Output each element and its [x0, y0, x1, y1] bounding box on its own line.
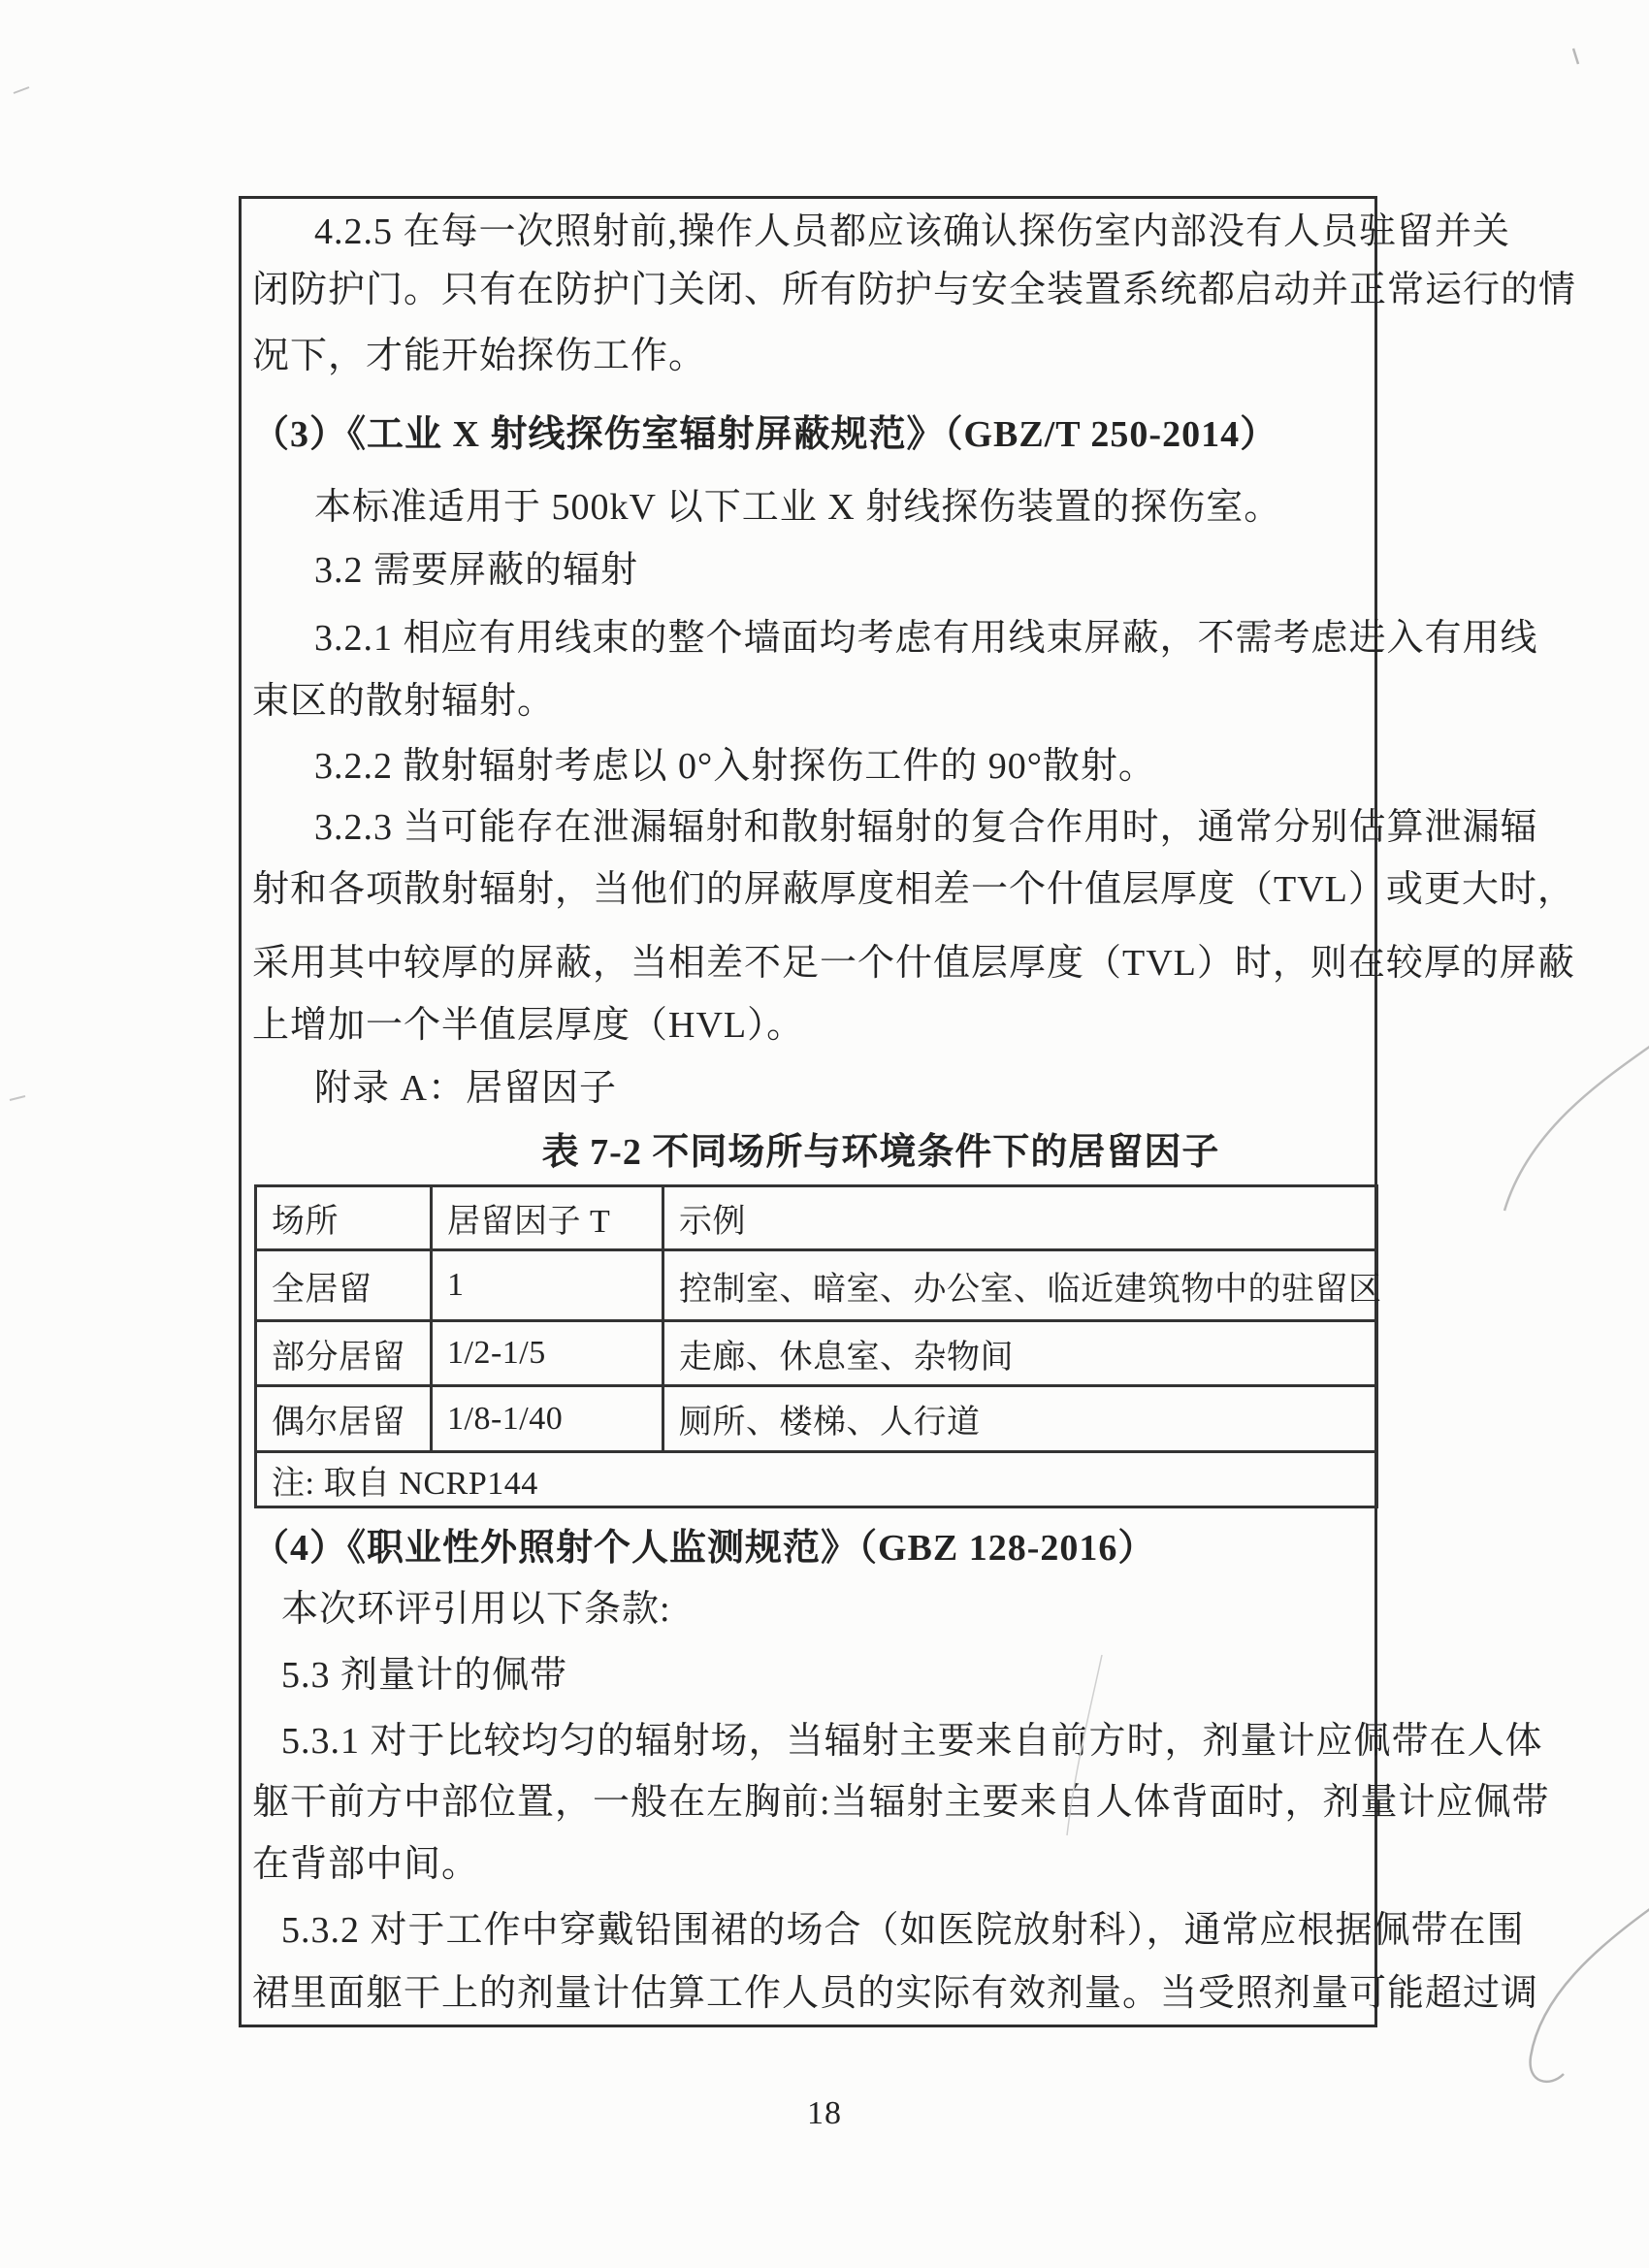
paragraph-line-continuation: 射和各项散射辐射，当他们的屏蔽厚度相差一个什值层厚度（TVL）或更大时，	[252, 869, 1575, 910]
table-note-row	[256, 1452, 1377, 1507]
table-cell: 部分居留	[256, 1321, 432, 1386]
scan-speck-top-right	[1573, 49, 1578, 64]
paragraph-line-continuation: 躯干前方中部位置，一般在左胸前:当辐射主要来自人体背面时，剂量计应佩带	[252, 1782, 1550, 1823]
paragraph-line-3-2-1: 3.2.1 相应有用线束的整个墙面均考虑有用线束屏蔽，不需考虑进入有用线	[314, 618, 1538, 659]
page-number: 18	[807, 2095, 842, 2131]
paragraph-line-5-3-2: 5.3.2 对于工作中穿戴铅围裙的场合（如医院放射科），通常应根据佩带在围	[281, 1910, 1525, 1951]
table-cell: 控制室、暗室、办公室、临近建筑物中的驻留区	[663, 1250, 1377, 1321]
paragraph-line-3-2-2: 3.2.2 散射辐射考虑以 0°入射探伤工件的 90°散射。	[314, 746, 1156, 787]
table-header-example: 示例	[663, 1186, 1377, 1250]
table-cell: 1/8-1/40	[432, 1386, 663, 1452]
paragraph-line-appendix-a: 附录 A：居留因子	[314, 1068, 617, 1109]
paragraph-line-3-2: 3.2 需要屏蔽的辐射	[314, 550, 639, 591]
table-caption: 表 7-2 不同场所与环境条件下的居留因子	[541, 1132, 1220, 1173]
table-cell: 1	[432, 1250, 663, 1321]
scan-scratch-right-lower	[1531, 1906, 1649, 2082]
paragraph-line-continuation: 采用其中较厚的屏蔽，当相差不足一个什值层厚度（TVL）时，则在较厚的屏蔽	[252, 943, 1575, 984]
table-cell: 偶尔居留	[256, 1386, 432, 1452]
table-header-place: 场所	[256, 1186, 432, 1250]
table-cell: 厕所、楼梯、人行道	[663, 1386, 1377, 1452]
paragraph-line-intro: 本次环评引用以下条款:	[281, 1589, 671, 1630]
paragraph-line-continuation: 裙里面躯干上的剂量计估算工作人员的实际有效剂量。当受照剂量可能超过调	[252, 1973, 1539, 2014]
table-row	[256, 1386, 1377, 1452]
scan-speck-left-mid	[10, 1096, 25, 1100]
heading-gbz-128-2016: （4）《职业性外照射个人监测规范》（GBZ 128-2016）	[252, 1528, 1156, 1569]
table-row	[256, 1250, 1377, 1321]
paragraph-line-continuation: 束区的散射辐射。	[252, 681, 556, 722]
paragraph-line-3-2-3: 3.2.3 当可能存在泄漏辐射和散射辐射的复合作用时，通常分别估算泄漏辐	[314, 807, 1538, 848]
paragraph-line-continuation: 在背部中间。	[252, 1844, 480, 1885]
table-header-row	[256, 1186, 1377, 1250]
paragraph-line-4-2-5: 4.2.5 在每一次照射前,操作人员都应该确认探伤室内部没有人员驻留并关	[314, 211, 1511, 252]
paragraph-line-scope: 本标准适用于 500kV 以下工业 X 射线探伤装置的探伤室。	[314, 487, 1282, 528]
paragraph-line-continuation: 况下，才能开始探伤工作。	[252, 336, 707, 376]
table-header-factor: 居留因子 T	[432, 1186, 663, 1250]
heading-gbzt-250-2014: （3）《工业 X 射线探伤室辐射屏蔽规范》（GBZ/T 250-2014）	[252, 414, 1278, 455]
table-note-cell: 注: 取自 NCRP144	[256, 1452, 1377, 1507]
occupancy-factor-table	[254, 1184, 1382, 1508]
paragraph-line-continuation: 上增加一个半值层厚度（HVL）。	[252, 1005, 805, 1046]
table-cell: 走廊、休息室、杂物间	[663, 1321, 1377, 1386]
paragraph-line-continuation: 闭防护门。只有在防护门关闭、所有防护与安全装置系统都启动并正常运行的情	[252, 270, 1577, 310]
scan-speck-left-top	[14, 87, 29, 93]
paragraph-line-5-3-1: 5.3.1 对于比较均匀的辐射场，当辐射主要来自前方时，剂量计应佩带在人体	[281, 1721, 1543, 1762]
paragraph-line-5-3: 5.3 剂量计的佩带	[281, 1655, 568, 1696]
table-cell: 全居留	[256, 1250, 432, 1321]
table-row	[256, 1321, 1377, 1386]
scan-scratch-right-upper	[1504, 1046, 1649, 1211]
table-cell: 1/2-1/5	[432, 1321, 663, 1386]
